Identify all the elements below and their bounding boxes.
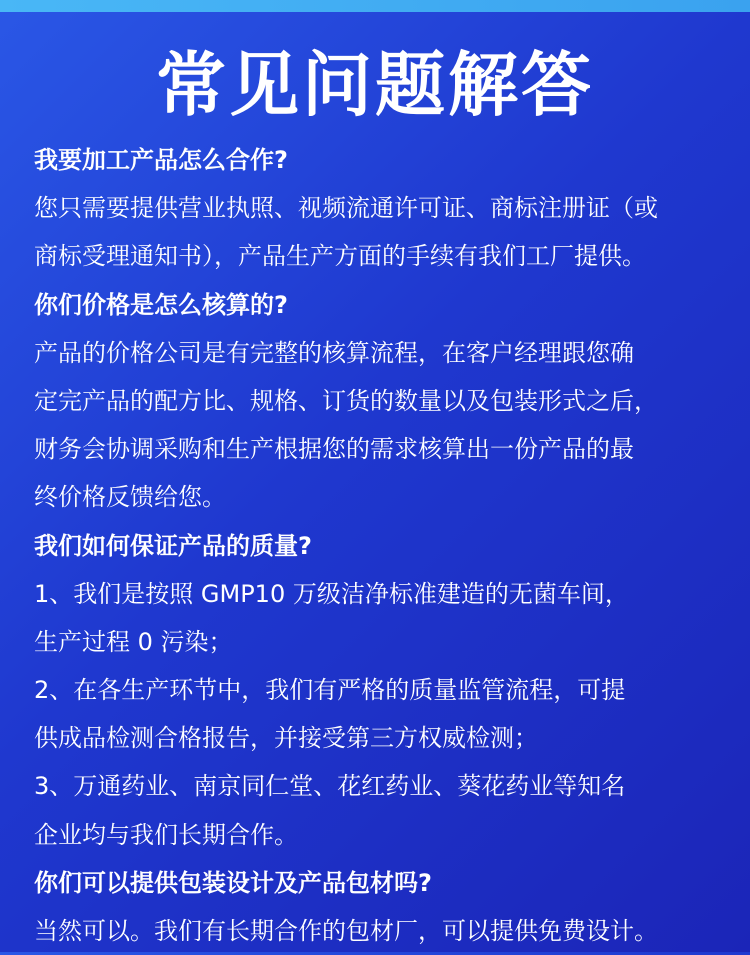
- faq-question: 你们可以提供包装设计及产品包材吗?: [34, 868, 432, 897]
- faq-answer-line: 1、我们是按照 GMP10 万级洁净标准建造的无菌车间，: [34, 579, 629, 608]
- faq-answer-line: 生产过程 0 污染；: [34, 627, 233, 656]
- page-title: 常见问题解答: [156, 44, 594, 126]
- faq-item: [34, 522, 724, 859]
- faq-answer-line: 产品的价格公司是有完整的核算流程，在客户经理跟您确: [34, 338, 634, 367]
- faq-question: 你们价格是怎么核算的?: [34, 290, 288, 319]
- faq-answer-line: 当然可以。我们有长期合作的包材厂，可以提供免费设计。: [34, 917, 658, 945]
- faq-answer-line: 您只需要提供营业执照、视频流通许可证、商标注册证（或: [34, 194, 658, 223]
- faq-item: [34, 136, 724, 281]
- faq-answer-line: 2、在各生产环节中，我们有严格的质量监管流程，可提: [34, 676, 626, 705]
- faq-question: 我们如何保证产品的质量?: [34, 531, 312, 560]
- faq-question: 我要加工产品怎么合作?: [34, 146, 288, 174]
- faq-answer-line: 终价格反馈给您。: [34, 483, 226, 512]
- faq-answer-line: 定完产品的配方比、规格、订货的数量以及包装形式之后，: [34, 386, 658, 415]
- faq-answer-line: 3、万通药业、南京同仁堂、花红药业、葵花药业等知名: [34, 772, 626, 801]
- faq-answer-line: 供成品检测合格报告，并接受第三方权威检测；: [34, 724, 538, 753]
- top-accent-bar: [0, 0, 750, 12]
- faq-answer-line: 企业均与我们长期合作。: [34, 820, 298, 849]
- faq-list: [34, 136, 724, 955]
- faq-answer-line: 商标受理通知书），产品生产方面的手续有我们工厂提供。: [34, 242, 646, 271]
- faq-item: [34, 859, 724, 955]
- faq-item: [34, 281, 724, 522]
- faq-answer-line: 财务会协调采购和生产根据您的需求核算出一份产品的最: [34, 435, 634, 464]
